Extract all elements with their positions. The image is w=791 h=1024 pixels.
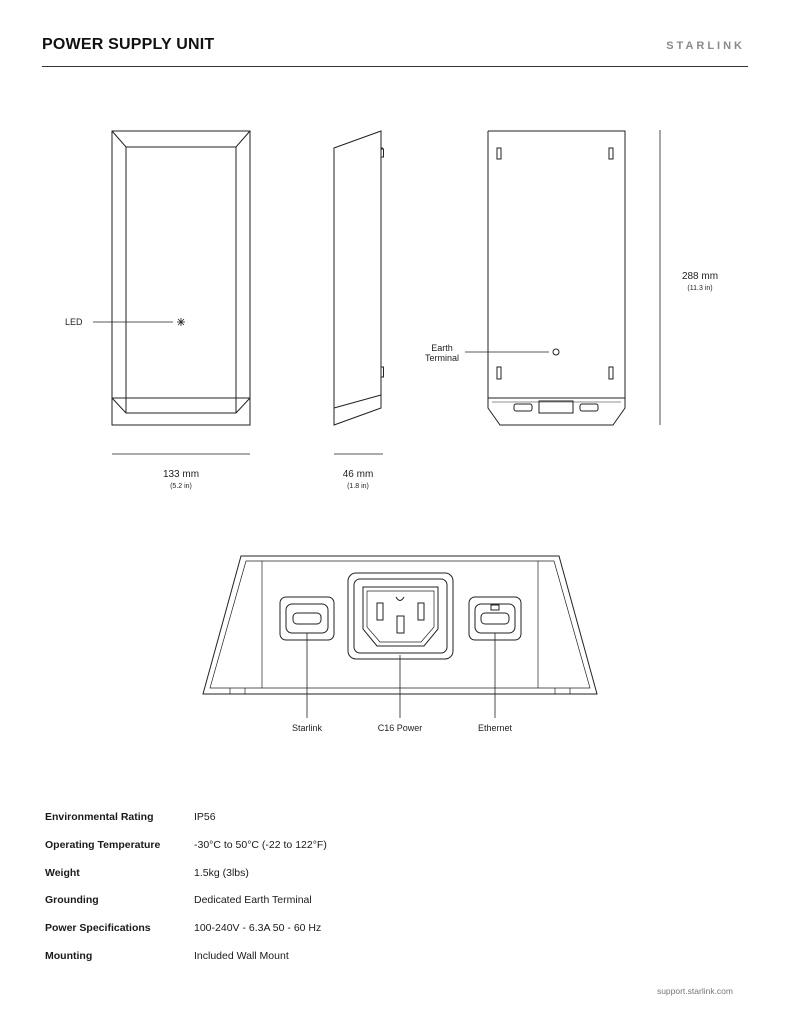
led-indicator-icon xyxy=(177,318,185,326)
height-dimension-in: (11.3 in) xyxy=(687,285,713,292)
spec-row xyxy=(45,950,645,966)
earth-terminal-icon xyxy=(553,349,559,355)
depth-dimension-mm: 46 mm xyxy=(342,469,374,480)
side-view xyxy=(334,131,384,454)
earth-terminal-label-line1: Earth xyxy=(431,343,453,353)
height-dimension-mm: 288 mm xyxy=(681,271,719,282)
spec-row xyxy=(45,922,645,938)
spec-value: Dedicated Earth Terminal xyxy=(194,894,312,906)
c16-power-inlet-icon xyxy=(348,573,453,659)
width-dimension-mm: 133 mm xyxy=(162,469,200,480)
spec-label: Mounting xyxy=(45,950,93,962)
spec-row xyxy=(45,839,645,855)
back-view xyxy=(465,130,660,425)
spec-label: Environmental Rating xyxy=(45,811,154,823)
front-view xyxy=(93,131,250,454)
spec-value: 100-240V - 6.3A 50 - 60 Hz xyxy=(194,922,322,934)
ethernet-port-label: Ethernet xyxy=(477,723,513,733)
c16-power-label: C16 Power xyxy=(377,723,423,733)
support-link[interactable]: support.starlink.com xyxy=(656,986,733,996)
spec-label: Operating Temperature xyxy=(45,839,161,851)
led-label: LED xyxy=(65,317,83,327)
spec-row xyxy=(45,867,645,883)
starlink-port-label: Starlink xyxy=(291,723,322,733)
spec-value: Included Wall Mount xyxy=(194,950,289,962)
brand-wordmark: STARLINK xyxy=(666,40,745,52)
spec-value: -30°C to 50°C (-22 to 122°F) xyxy=(194,839,327,851)
spec-label: Grounding xyxy=(45,894,99,906)
spec-value: IP56 xyxy=(194,811,216,823)
earth-terminal-label-line2: Terminal xyxy=(424,353,459,363)
width-dimension-in: (5.2 in) xyxy=(170,483,192,490)
spec-row xyxy=(45,894,645,910)
page-title: POWER SUPPLY UNIT xyxy=(42,36,215,53)
spec-label: Power Specifications xyxy=(45,922,151,934)
spec-row xyxy=(45,811,645,827)
spec-value: 1.5kg (3lbs) xyxy=(194,867,249,879)
connector-panel-view xyxy=(203,556,597,718)
depth-dimension-in: (1.8 in) xyxy=(347,483,369,490)
spec-label: Weight xyxy=(45,867,80,879)
